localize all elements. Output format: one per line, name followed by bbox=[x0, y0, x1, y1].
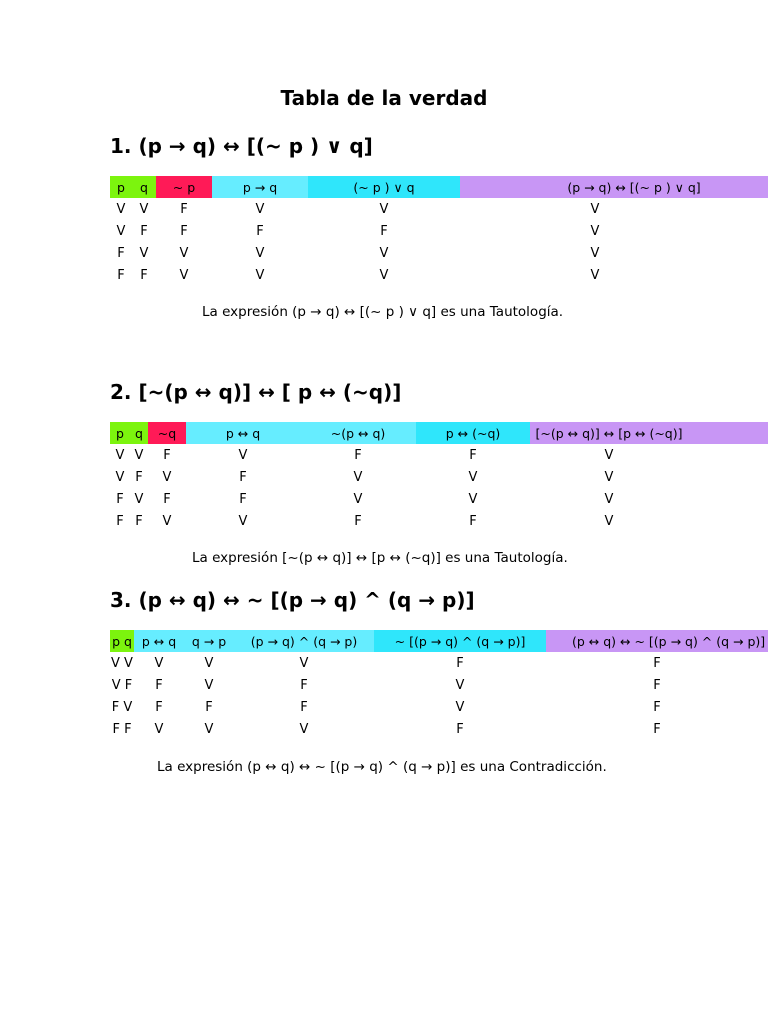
column-header: ~(p ↔ q) bbox=[300, 422, 416, 444]
table-cell: F bbox=[256, 223, 264, 239]
table-cell: V bbox=[116, 201, 126, 217]
column-header: p bbox=[110, 176, 132, 198]
table-cell: F bbox=[380, 223, 388, 239]
table-cell: F bbox=[163, 447, 171, 463]
table-cell: F bbox=[239, 469, 247, 485]
table-cell: V bbox=[379, 267, 389, 283]
table-cell: F bbox=[653, 677, 661, 693]
table-cell: F bbox=[180, 223, 188, 239]
table-cell: F V bbox=[111, 699, 133, 715]
table-row bbox=[110, 696, 768, 718]
table-cell: F bbox=[135, 469, 143, 485]
table-cell: V bbox=[590, 267, 600, 283]
table-cell: F bbox=[653, 655, 661, 671]
table-cell: V bbox=[134, 491, 144, 507]
table-cell: F bbox=[155, 699, 163, 715]
column-header: p ↔ q bbox=[134, 630, 184, 652]
column-header: ~q bbox=[148, 422, 186, 444]
table-cell: F bbox=[140, 267, 148, 283]
column-header: p ↔ (~q) bbox=[416, 422, 530, 444]
table-cell: F bbox=[653, 721, 661, 737]
table-cell: V bbox=[179, 267, 189, 283]
table-cell: V bbox=[204, 721, 214, 737]
table-cell: F bbox=[653, 699, 661, 715]
table-cell: V bbox=[115, 469, 125, 485]
table-cell: F bbox=[300, 677, 308, 693]
table-cell: F bbox=[135, 513, 143, 529]
table-cell: V bbox=[179, 245, 189, 261]
column-header: q bbox=[132, 176, 156, 198]
table-cell: F bbox=[117, 245, 125, 261]
table-cell: V bbox=[204, 655, 214, 671]
column-header: (p ↔ q) ↔ ~ [(p → q) ^ (q → p)] bbox=[546, 630, 768, 652]
table-cell: F bbox=[300, 699, 308, 715]
table-cell: V bbox=[455, 677, 465, 693]
section-1-heading: 1. (p → q) ↔ [(~ p ) ∨ q] bbox=[110, 134, 373, 158]
table-cell: V bbox=[590, 201, 600, 217]
table-cell: V bbox=[204, 677, 214, 693]
table-row bbox=[110, 718, 768, 740]
column-header: (p → q) ↔ [(~ p ) ∨ q] bbox=[460, 176, 768, 198]
table-cell: F bbox=[117, 267, 125, 283]
table-row bbox=[110, 198, 768, 220]
table-cell: V bbox=[604, 469, 614, 485]
table-cell: F bbox=[239, 491, 247, 507]
table-row bbox=[110, 264, 768, 286]
table-cell: V bbox=[134, 447, 144, 463]
column-header: (p → q) ^ (q → p) bbox=[234, 630, 374, 652]
table-cell: V bbox=[116, 223, 126, 239]
column-header: q bbox=[130, 422, 148, 444]
table-row bbox=[110, 466, 768, 488]
table-row bbox=[110, 488, 768, 510]
table-cell: V bbox=[379, 201, 389, 217]
table-row bbox=[110, 220, 768, 242]
table-cell: V bbox=[162, 513, 172, 529]
column-header: [~(p ↔ q)] ↔ [p ↔ (~q)] bbox=[530, 422, 768, 444]
table-header-row bbox=[110, 176, 768, 198]
truth-table-2 bbox=[110, 422, 768, 532]
column-header: p bbox=[110, 422, 130, 444]
section-2-conclusion: La expresión [~(p ↔ q)] ↔ [p ↔ (~q)] es una Tautología. bbox=[192, 550, 568, 566]
section-1-conclusion: La expresión (p → q) ↔ [(~ p ) ∨ q] es una Tautología. bbox=[202, 304, 564, 320]
table-cell: V bbox=[299, 655, 309, 671]
table-cell: F bbox=[456, 721, 464, 737]
table-cell: V bbox=[299, 721, 309, 737]
section-3-heading: 3. (p ↔ q) ↔ ~ [(p → q) ^ (q → p)] bbox=[110, 588, 475, 612]
table-row bbox=[110, 510, 768, 532]
table-cell: V bbox=[115, 447, 125, 463]
table-cell: V bbox=[238, 513, 248, 529]
table-cell: V bbox=[139, 201, 149, 217]
column-header: p q bbox=[110, 630, 134, 652]
table-cell: F bbox=[116, 513, 124, 529]
table-cell: F bbox=[163, 491, 171, 507]
table-cell: V F bbox=[111, 677, 133, 693]
table-cell: V bbox=[379, 245, 389, 261]
column-header: (~ p ) ∨ q bbox=[308, 176, 460, 198]
table-cell: F bbox=[180, 201, 188, 217]
table-cell: V V bbox=[111, 655, 133, 671]
table-cell: F bbox=[116, 491, 124, 507]
column-header: ~ p bbox=[156, 176, 212, 198]
table-cell: V bbox=[154, 655, 164, 671]
table-row bbox=[110, 652, 768, 674]
table-row bbox=[110, 242, 768, 264]
table-cell: V bbox=[255, 245, 265, 261]
section-2-heading: 2. [~(p ↔ q)] ↔ [ p ↔ (~q)] bbox=[110, 380, 402, 404]
table-cell: V bbox=[255, 267, 265, 283]
table-cell: V bbox=[604, 491, 614, 507]
table-cell: F bbox=[155, 677, 163, 693]
section-3-conclusion: La expresión (p ↔ q) ↔ ~ [(p → q) ^ (q → p)] es una Contradicción. bbox=[157, 759, 607, 775]
column-header: p ↔ q bbox=[186, 422, 300, 444]
column-header: ~ [(p → q) ^ (q → p)] bbox=[374, 630, 546, 652]
table-cell: V bbox=[468, 491, 478, 507]
table-cell: F bbox=[354, 513, 362, 529]
table-cell: F bbox=[205, 699, 213, 715]
table-cell: V bbox=[255, 201, 265, 217]
table-cell: V bbox=[154, 721, 164, 737]
table-cell: F F bbox=[112, 721, 132, 737]
column-header: q → p bbox=[184, 630, 234, 652]
table-cell: V bbox=[604, 513, 614, 529]
table-cell: F bbox=[469, 447, 477, 463]
truth-table-1 bbox=[110, 176, 768, 286]
table-cell: F bbox=[456, 655, 464, 671]
table-cell: V bbox=[238, 447, 248, 463]
table-cell: V bbox=[455, 699, 465, 715]
page-title: Tabla de la verdad bbox=[280, 86, 488, 110]
table-cell: V bbox=[590, 245, 600, 261]
column-header: p → q bbox=[212, 176, 308, 198]
table-cell: F bbox=[469, 513, 477, 529]
table-cell: V bbox=[590, 223, 600, 239]
table-cell: F bbox=[354, 447, 362, 463]
table-cell: V bbox=[353, 469, 363, 485]
table-row bbox=[110, 674, 768, 696]
table-cell: V bbox=[468, 469, 478, 485]
table-header-row bbox=[110, 630, 768, 652]
table-cell: V bbox=[353, 491, 363, 507]
table-cell: F bbox=[140, 223, 148, 239]
table-cell: V bbox=[162, 469, 172, 485]
table-row bbox=[110, 444, 768, 466]
table-cell: V bbox=[604, 447, 614, 463]
table-header-row bbox=[110, 422, 768, 444]
table-cell: V bbox=[139, 245, 149, 261]
truth-table-3 bbox=[110, 630, 768, 740]
